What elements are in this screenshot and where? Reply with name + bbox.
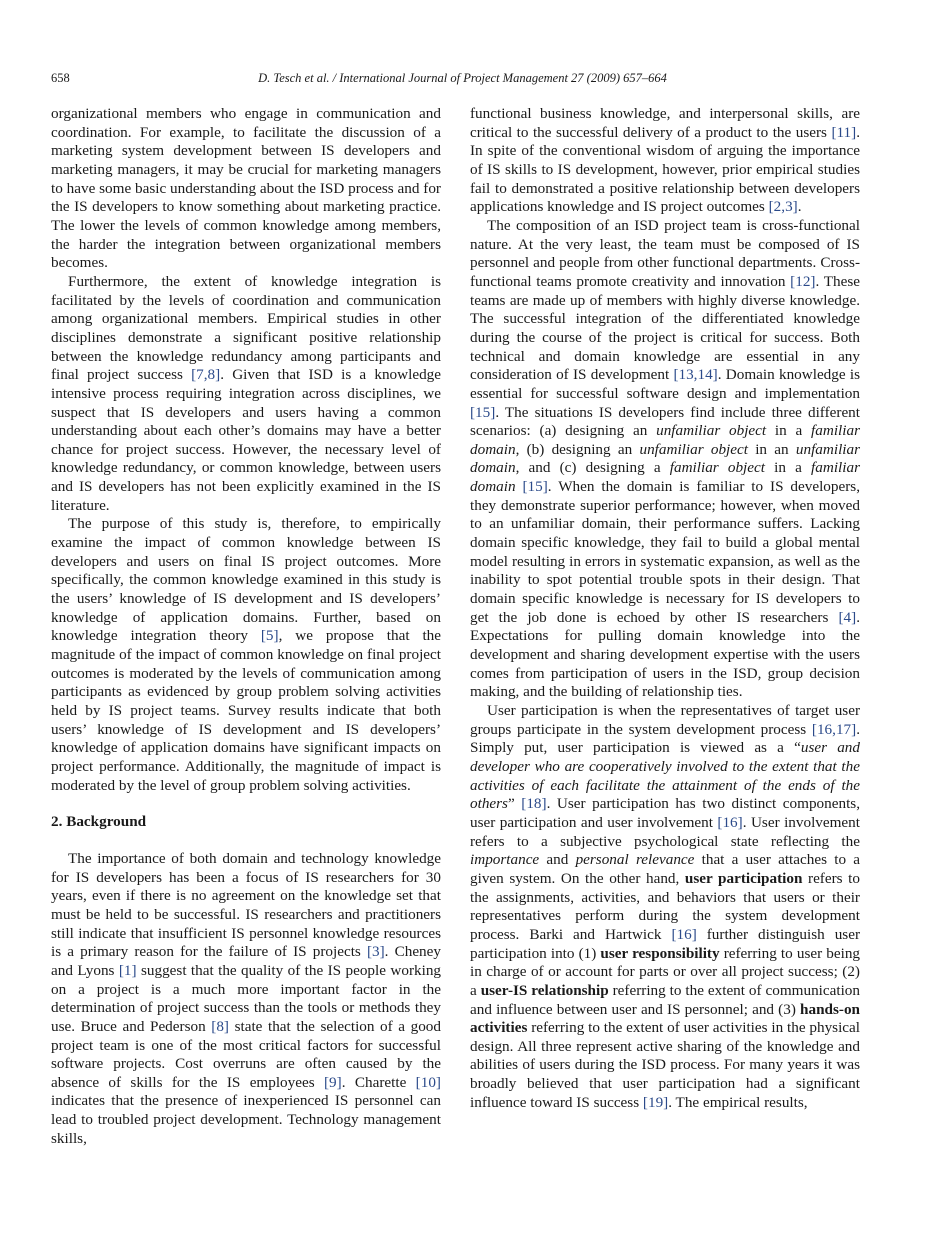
citation-link[interactable]: [10] [415,1073,441,1091]
paragraph: organizational members who engage in communication and coordination. For example, to facilitate the discussion of a marketing system development between IS developers and marketing managers, it may be crucial for marketing managers to have some basic understanding about the ISD process and for the IS developers to know something about marketing practice. The lower the levels of common knowledge among members, the harder the integration between organizational members becomes. [51,105,441,272]
citation-link[interactable]: [4] [838,608,857,626]
citation-link[interactable]: [15] [470,403,496,421]
citation-link[interactable]: [18] [521,795,547,813]
citation-link[interactable]: [3] [366,943,385,961]
emphasis: unfamiliar domain [470,440,861,477]
citation-link[interactable]: [2,3] [768,198,798,216]
page-number: 658 [51,71,70,85]
citation-link[interactable]: [16] [717,813,743,831]
citation-link[interactable]: [7,8] [191,366,221,384]
emphasis: unfamiliar object [656,422,767,440]
paragraph: User participation is when the representatives of target user groups participate in the system development process [16,17]. Simply put, user participation is viewed as a “user and developer who are cooperatively involved to the extent that the activities of each facilitate the attainment of the ends of the others” [18]. User participation has two distinct components, user participation and user involvement [16]. User involvement refers to a subjective psychological state reflecting the importance and personal relevance that a user attaches to a given system. On the other hand, user participation refers to the assignments, activities, and behaviors that users or their representatives perform during the system development process. Barki and Hartwick [16] further distinguish user participation into (1) user responsibility referring to user being in charge of or account for parts or over all project success; (2) a user-IS relationship referring to the extent of communication and influence between user and IS personnel; and (3) hands-on activities referring to the extent of user activities in the physical design. All three represent active sharing of the knowledge and abilities of users during the ISD process. For many years it was broadly believed that user participation had a significant influence toward IS success [19]. The empirical results, [470,702,861,1111]
citation-link[interactable]: [16,17] [811,720,857,738]
left-column [51,105,441,1148]
emphasis: importance [470,851,540,869]
emphasis: personal relevance [575,851,695,869]
citation-link[interactable]: [1] [118,961,137,979]
emphasis: familiar object [669,459,765,477]
paragraph: The importance of both domain and technology knowledge for IS developers has been a focus of IS researchers for 30 years, even if there is no agreement on the knowledge set that must be held to be successful. IS researchers and practitioners still indicate that insufficient IS personnel knowledge resources is a primary reason for the failure of IS projects [3]. Cheney and Lyons [1] suggest that the quality of the IS people working on a project is a much more important factor in the determination of project success than the tools or methods they use. Bruce and Pederson [8] state that the selection of a good project team is one of the most critical factors for successful software projects. Cost overruns are often caused by the absence of skills for the IS employees [9]. Charette [10] indicates that the presence of inexperienced IS personnel can lead to troubled project development. Technology management skills, [51,849,442,1147]
right-column [470,105,860,1112]
citation-link[interactable]: [15] [522,478,548,496]
citation-link[interactable]: [13,14] [673,366,718,384]
emphasis: familiar domain [470,459,860,496]
citation-link[interactable]: [11] [831,123,857,141]
paragraph: The composition of an ISD project team is cross-functional nature. At the very least, the team must be composed of IS personnel and people from other functional departments. Cross-functional teams promote creativity and innovation [12]. These teams are made up of members with highly diverse knowledge. The successful integration of the differentiated knowledge during the course of the project is critical for success. Both technical and domain knowledge are essential in any consideration of IS development [13,14]. Domain knowledge is essential for successful software design and implementation [15]. The situations IS developers find include three different scenarios: (a) designing an unfamiliar object in a familiar domain, (b) designing an unfamiliar object in an unfamiliar domain, and (c) designing a familiar object in a familiar domain [15]. When the domain is familiar to IS developers, they demonstrate superior performance; however, when moved to an unfamiliar domain, their performance suffers. Lacking domain specific knowledge, they fail to build a global mental model resulting in errors in systematic expansion, as well as the inability to spot potential trouble spots in their design. That domain specific knowledge is necessary for IS developers to get the job done is echoed by other IS researchers [4]. Expectations for pulling domain knowledge into the development and sharing development expertise with the users comes from participation of users in the ISD, group decision making, and the building of relationship ties. [470,216,861,701]
citation-link[interactable]: [9] [324,1073,342,1091]
citation-link[interactable]: [8] [211,1017,229,1035]
emphasis: familiar domain [470,422,860,458]
bold-term: user-IS relationship [480,981,609,999]
section-heading: 2. Background [51,813,147,831]
citation-link[interactable]: [12] [790,272,816,290]
citation-link[interactable]: [5] [260,627,279,645]
paragraph: Furthermore, the extent of knowledge integration is facilitated by the levels of coordination and communication among organizational members. Empirical studies in other disciplines demonstrate a significant positive relationship between the knowledge redundancy among participants and final project success [7,8]. Given that ISD is a knowledge intensive process requiring integration across disciplines, we suspect that IS developers and users having a common understanding about each other’s domains may have a better chance for project success. However, the necessary level of knowledge redundancy, or common knowledge, between users and IS developers has not been explicitly examined in the IS literature. [51,272,442,514]
citation-link[interactable]: [16] [671,925,697,943]
emphasis: unfamiliar object [639,440,748,458]
emphasis: user and developer who are cooperatively involved to the extent that the activities of each facilitate the attainment of the ends of the others [470,739,860,813]
bold-term: hands-on activities [470,1000,860,1037]
citation-link[interactable]: [19] [642,1093,669,1111]
running-head: D. Tesch et al. / International Journal of Project Management 27 (2009) 657–664 [258,71,667,85]
bold-term: user participation [684,869,803,887]
paragraph: The purpose of this study is, therefore, to empirically examine the impact of common knowledge between IS developers and users on final IS project outcomes. More specifically, the common knowledge examined in this study is the users’ knowledge of IS development and IS developers’ knowledge of application domains. Further, based on knowledge integration theory [5], we propose that the magnitude of the impact of common knowledge on final project outcomes is moderated by the levels of communication among participants as evidenced by group problem solving activities held by IS project teams. Survey results indicate that both users’ knowledge of IS development and IS developers’ knowledge of application domains have significant impacts on project performance. Additionally, the magnitude of impact is moderated by the level of group problem solving activities. [51,515,441,794]
bold-term: user responsibility [600,944,720,962]
paragraph: functional business knowledge, and interpersonal skills, are critical to the successful delivery of a product to the users [11]. In spite of the conventional wisdom of arguing the importance of IS skills to IS development, however, prior empirical studies fail to demonstrated a positive relationship between developers applications knowledge and IS project outcomes [2,3]. [470,105,860,216]
